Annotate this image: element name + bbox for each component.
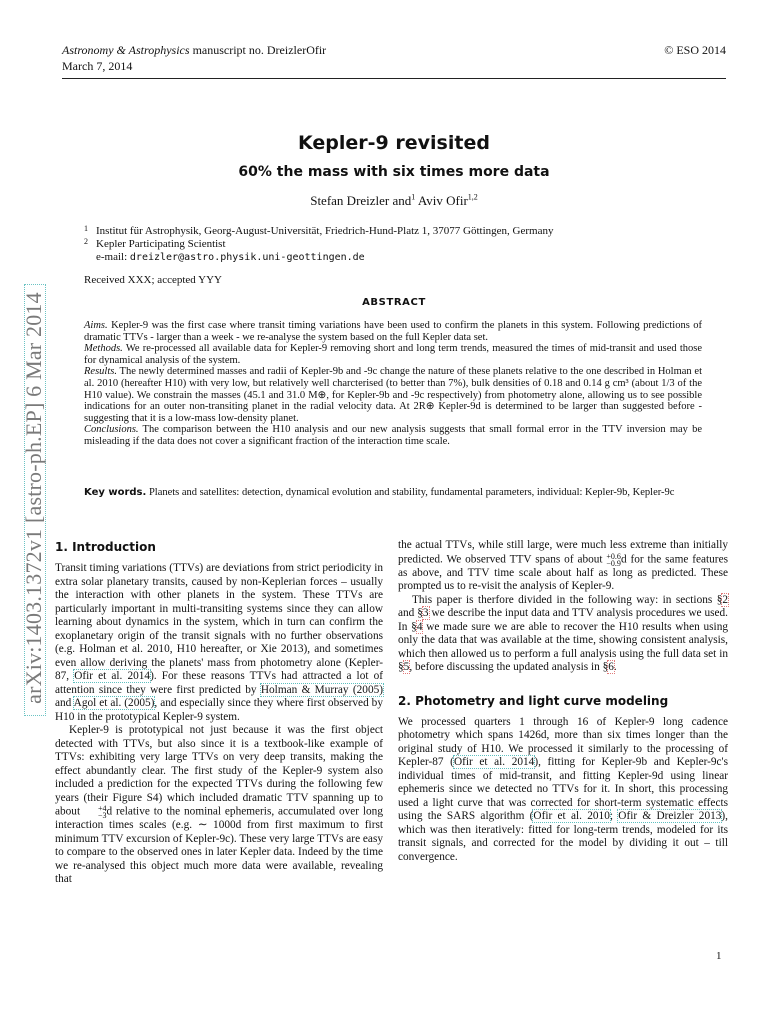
section-ref-link[interactable]: 6 — [608, 661, 614, 674]
text-run: This paper is therfore divided in the following way: in sections § — [412, 593, 723, 606]
text-run: and § — [398, 607, 423, 620]
received-line: Received XXX; accepted YYY — [84, 274, 222, 286]
intro-paragraph-1 — [55, 562, 383, 724]
text-run: we describe the input data and TTV analysis procedures we used. In § — [398, 607, 728, 633]
text-run: We processed quarters 1 through 16 of Kepler-9 long cadence photometry which spans 1426d, more than six times longer than the original study of H10. We processed it similarly to the processing of Kepler-87 ( — [398, 715, 728, 769]
right-column — [398, 539, 728, 864]
abstract-conclusions — [84, 424, 702, 447]
upper-bound: +0.6 — [606, 551, 621, 561]
citation-link[interactable]: Holman & Murray (2005) — [260, 683, 383, 696]
manuscript-id: manuscript no. DreizlerOfir — [192, 43, 327, 57]
section-ref-link[interactable]: 3 — [422, 607, 429, 620]
aims-label: Aims. — [84, 320, 108, 331]
text-run: the actual TTVs, while still large, were much less extreme than initially predicted. We observed TTV spans of about — [398, 539, 728, 566]
header-date: March 7, 2014 — [62, 59, 133, 73]
text-run: and — [55, 697, 74, 709]
section-ref-link[interactable]: 5 — [403, 661, 410, 674]
keywords-text: Planets and satellites: detection, dynamical evolution and stability, fundamental parameters, individual: Kepler-9b, Kepler-9c — [146, 487, 675, 498]
methods-label: Methods. — [84, 343, 123, 355]
keywords-label: Key words. — [84, 487, 147, 498]
citation-link[interactable]: Agol et al. (2005) — [73, 697, 155, 709]
results-label: Results. — [84, 366, 117, 378]
author-2-affil: 1,2 — [467, 192, 478, 202]
author-1-affil: 1 — [411, 192, 416, 202]
text-run: d relative to the nominal ephemeris, accumulated over long interaction times scales (e.g. ∼ 1000d from first maximum to first minimum TTV excursion of Kepler-9c). These very large TTVs are easy to compare to the observed ones in later Kepler data. Indeed by the time we re-analysed this object much more data were available, revealing that — [55, 805, 383, 886]
text-run: Kepler-9 is prototypical not just because it was the first object detected with TTVs, but also since it is a textbook-like example of TTVs: exhibiting very large TTVs on very deep transits, making the effect abundantly clear. The first study of the Kepler-9 system also included a prediction for the expected TTVs during the following few years (their Figure S4) which included dramatic TTV spanning up to about — [55, 724, 383, 818]
affiliation-text: Institut für Astrophysik, Georg-August-Universität, Friedrich-Hund-Platz 1, 37077 Göttingen, Germany — [96, 225, 554, 237]
text-run: ). For these reasons TTVs had attracted a lot of attention since they were first predicted by — [55, 670, 383, 696]
intro-paragraph-2-cont — [398, 539, 728, 594]
email-label: e-mail: — [96, 251, 128, 263]
keywords — [84, 487, 702, 500]
section-ref-link[interactable]: 4 — [416, 620, 423, 633]
abstract-aims — [84, 320, 702, 343]
methods-text: We re-processed all available data for Kepler-9 removing short and long term trends, measured the times of mid-transit and used those for dynamical analysis of the system. — [84, 343, 702, 366]
photometry-paragraph-1 — [398, 716, 728, 865]
conclusions-text: The comparison between the H10 analysis and our new analysis suggests that small formal error in the TTV inversion may be misleading if the data does not cover a significant fraction of the interaction time scale. — [84, 424, 702, 447]
section-gap — [398, 675, 728, 693]
intro-paragraph-3 — [398, 594, 728, 675]
plus-minus-bound — [84, 805, 107, 819]
abstract-methods — [84, 343, 702, 366]
journal-line — [62, 42, 726, 58]
results-text: The newly determined masses and radii of Kepler-9b and -9c change the nature of these planets relative to the one described in Holman et al. 2010 (hereafter H10) with very low, but relatively well charcterised (to better than 7%), bulk densities of 0.18 and 0.14 g cm³ (about 1/3 of the H10 value). We constrain the masses (45.1 and 31.0 M⊕, for Kepler-9b and -9c respectively) from photometry alone, allowing us to see possible indications for an outer non-transiting planet in the radial velocity data. At 2R⊕ Kepler-9d is determined to be larger than suggested before - suggesting that it is a low-mass low-density planet. — [84, 366, 702, 424]
affiliations — [84, 225, 724, 264]
aims-text: Kepler-9 was the first case where transit timing variations have been used to confirm the planets in this system. Following predictions of dramatic TTVs - larger than a week - we re-analyse the system based on the full Kepler data set. — [84, 320, 702, 343]
intro-paragraph-2 — [55, 724, 383, 887]
citation-link[interactable]: Ofir et al. 2014 — [74, 670, 151, 682]
affiliation-1 — [84, 225, 724, 238]
arxiv-identifier[interactable]: arXiv:1403.1372v1 [astro-ph.EP] 6 Mar 2014 — [21, 292, 46, 704]
text-run: Transit timing variations (TTVs) are deviations from strict periodicity in extra solar planetary transits, caused by non-Keplerian forces – usually the interaction with other planets in the system. These TTVs are particularly important in multi-transiting systems since they can allow learning about dynamics in the system, which in turn can confirm the exoplanetary origin of the transit signals with no further observations (e.g. Holman et al. 2010, H10 hereafter, or Xie 2013), and sometimes even allow deriving the planets' mass from photometry alone (Kepler-87, — [55, 562, 383, 682]
email-line — [84, 251, 724, 264]
citation-link[interactable]: Ofir et al. 2010 — [533, 810, 610, 823]
running-header — [62, 42, 726, 74]
paper-subtitle: 60% the mass with six times more data — [238, 164, 550, 180]
text-run: , and especially since they where first observed by H10 in the prototypical Kepler-9 system. — [55, 697, 383, 723]
journal-name: Astronomy & Astrophysics — [62, 43, 190, 57]
abstract-heading: ABSTRACT — [362, 297, 426, 308]
text-run: ), which was then iteratively: fitted for long-term trends, modeled for its transit signals, and corrected for the model by dividing it out – till convergence. — [398, 810, 728, 863]
author-1: Stefan Dreizler and — [310, 193, 412, 208]
abstract-results — [84, 366, 702, 424]
text-run: d for the same features as above, and TTV time scale about half as long as predicted. These prompted us to re-visit the analysis of Kepler-9. — [398, 553, 728, 593]
email-link[interactable]: dreizler@astro.physik.uni-geottingen.de — [129, 252, 365, 263]
citation-link[interactable]: Ofir et al. 2014 — [453, 756, 535, 769]
affiliation-2 — [84, 238, 724, 251]
conclusions-label: Conclusions. — [84, 424, 139, 436]
plus-minus-bound — [606, 553, 621, 567]
lower-bound: −0.9 — [606, 558, 621, 568]
lower-bound: −3 — [97, 811, 107, 820]
header-divider — [62, 78, 726, 79]
arxiv-stamp — [16, 280, 52, 720]
section-2-heading: 2. Photometry and light curve modeling — [398, 693, 669, 708]
page-number: 1 — [716, 950, 722, 962]
citation-link[interactable]: Ofir & Dreizler 2013 — [618, 810, 722, 823]
left-column — [55, 539, 383, 887]
text-run: we made sure we are able to recover the H10 results when using only the data that was available at the time, showing consistent analysis, which then allowed us to perform a full analysis using the full data set in § — [398, 620, 728, 674]
copyright: © ESO 2014 — [664, 43, 726, 57]
author-list — [62, 193, 726, 209]
section-ref-link[interactable]: 2 — [722, 593, 728, 606]
affiliation-number: 1 — [84, 224, 88, 233]
affiliation-text: Kepler Participating Scientist — [96, 238, 226, 250]
upper-bound: +4 — [97, 804, 107, 813]
abstract — [84, 320, 702, 448]
text-run: ; — [609, 810, 619, 823]
text-run: ), fitting for Kepler-9b and Kepler-9c's individual times of mid-transit, and fitting Kepler-9d using linear ephemeris since we detected no TTVs for it. In short, this processing used a light curve that was corrected for short-term systematic effects using the SARS algorithm ( — [398, 756, 728, 823]
affiliation-number: 2 — [84, 237, 88, 246]
text-run: . — [613, 661, 617, 674]
text-run: , before discussing the updated analysis in § — [409, 661, 609, 674]
paper-title: Kepler-9 revisited — [298, 132, 490, 154]
section-1-heading: 1. Introduction — [55, 540, 156, 554]
author-2: Aviv Ofir — [417, 193, 468, 208]
